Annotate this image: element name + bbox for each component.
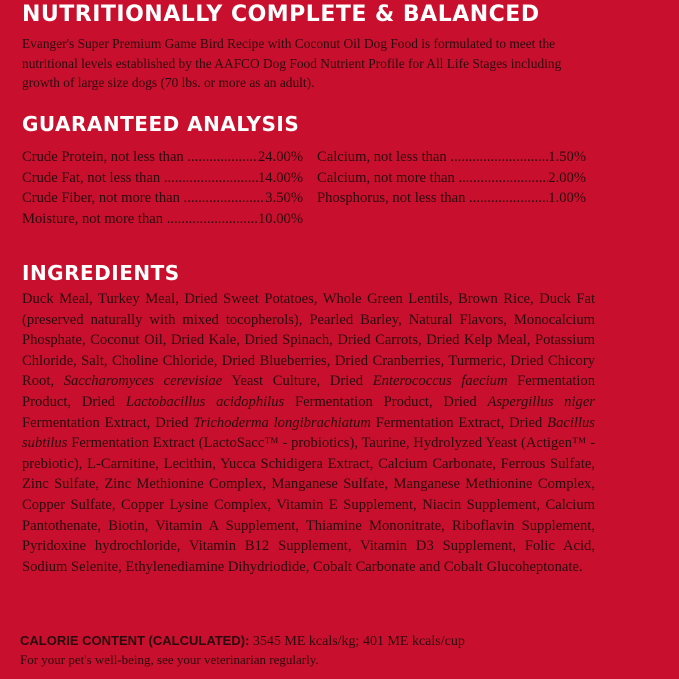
ingredient-species-name: Trichoderma longibrachiatum xyxy=(193,414,371,431)
analysis-column-left xyxy=(22,147,303,229)
nutrition-heading: NUTRITIONALLY COMPLETE & BALANCED xyxy=(22,2,540,27)
ingredient-species-name: Bacillus subtilus xyxy=(22,414,595,452)
ingredient-text: Fermentation Extract, Dried xyxy=(22,414,194,431)
analysis-label: Calcium, not less than ..... xyxy=(317,147,548,168)
analysis-row xyxy=(317,188,586,209)
analysis-label: Crude Fiber, not more than ..... xyxy=(22,188,265,209)
analysis-value: 1.00% xyxy=(548,190,586,206)
analysis-label: Calcium, not more than ..... xyxy=(317,168,548,189)
ingredient-species-name: Aspergillus niger xyxy=(487,393,595,410)
analysis-row xyxy=(22,209,303,230)
analysis-row xyxy=(22,147,303,168)
calorie-content xyxy=(20,633,465,650)
footer-note: For your pet's well-being, see your veterinarian regularly. xyxy=(20,652,319,667)
calorie-label: CALORIE CONTENT (CALCULATED): xyxy=(20,633,250,648)
ingredient-species-name: Saccharomyces cerevisiae xyxy=(63,373,223,390)
analysis-value: 10.00% xyxy=(258,210,303,227)
calorie-value: 3545 ME kcals/kg; 401 ME kcals/cup xyxy=(249,634,465,649)
analysis-column-right xyxy=(317,147,586,209)
analysis-label: Crude Protein, not less than ..... xyxy=(22,147,258,168)
analysis-label: Moisture, not more than ..... xyxy=(22,209,258,230)
ingredient-text: Fermentation Extract (LactoSacc™ - probiotics), Taurine, Hydrolyzed Yeast (Actigen™ - prebiotic), L-Carnitine, Lecithin, Yucca Schidigera Extract, Calcium Carbonate, Ferrous Sulfate, Zinc Sulfate, Zinc Methionine Complex, Manganese Sulfate, Manganese Methionine Complex, Copper Sulfate, Copper Lysine Complex, Vitamin E Supplement, Niacin Supplement, Calcium Pantothenate, Biotin, Vitamin A Supplement, Thiamine Mononitrate, Riboflavin Supplement, Pyridoxine hydrochloride, Vitamin B12 Supplement, Vitamin D3 Supplement, Folic Acid, Sodium Selenite, Ethylenediamine Dihydriodide, Cobalt Carbonate and Cobalt Glucoheptonate. xyxy=(22,435,595,575)
analysis-value: 24.00% xyxy=(258,149,303,165)
ingredients-list xyxy=(22,289,595,577)
analysis-value: 14.00% xyxy=(258,169,303,186)
analysis-label: Crude Fat, not less than ..... xyxy=(22,168,258,189)
ingredient-text: Yeast Culture, Dried xyxy=(222,373,373,390)
analysis-label: Phosphorus, not less than ..... xyxy=(317,188,548,209)
nutrition-description: Evanger's Super Premium Game Bird Recipe with Coconut Oil Dog Food is formulated to meet the nutritional levels established by the AAFCO Dog Food Nutrient Profile for All Life Stages including growth of large size dogs (70 lbs. or more as an adult). xyxy=(22,36,562,90)
analysis-row xyxy=(317,168,586,189)
analysis-value: 1.50% xyxy=(548,149,586,165)
analysis-row xyxy=(317,147,586,168)
guaranteed-analysis-heading: GUARANTEED ANALYSIS xyxy=(22,112,300,136)
analysis-row xyxy=(22,168,303,189)
ingredient-species-name: Enterococcus faecium xyxy=(372,373,508,390)
ingredient-text: Duck Meal, Turkey Meal, Dried Sweet Potatoes, Whole Green Lentils, Brown Rice, Duck Fat (preserved naturally with mixed tocopherols), Pearled Barley, Natural Flavors, Monocalcium Phosphate, Coconut Oil, Dried Kale, Dried Spinach, Dried Carrots, Dried Kelp Meal, Potassium Chloride, Salt, Choline Chloride, Dried Blueberries, Dried Cranberries, Turmeric, Dried Chicory Root, xyxy=(22,291,595,390)
ingredient-species-name: Lactobacillus acidophilus xyxy=(125,393,285,410)
analysis-value: 3.50% xyxy=(265,190,303,206)
ingredient-text: Fermentation Extract, Dried xyxy=(370,414,548,431)
ingredient-text: Fermentation Product, Dried xyxy=(22,373,595,410)
ingredient-text: Fermentation Product, Dried xyxy=(284,393,488,410)
ingredients-heading: INGREDIENTS xyxy=(22,261,180,285)
analysis-row xyxy=(22,188,303,209)
analysis-value: 2.00% xyxy=(548,169,586,186)
